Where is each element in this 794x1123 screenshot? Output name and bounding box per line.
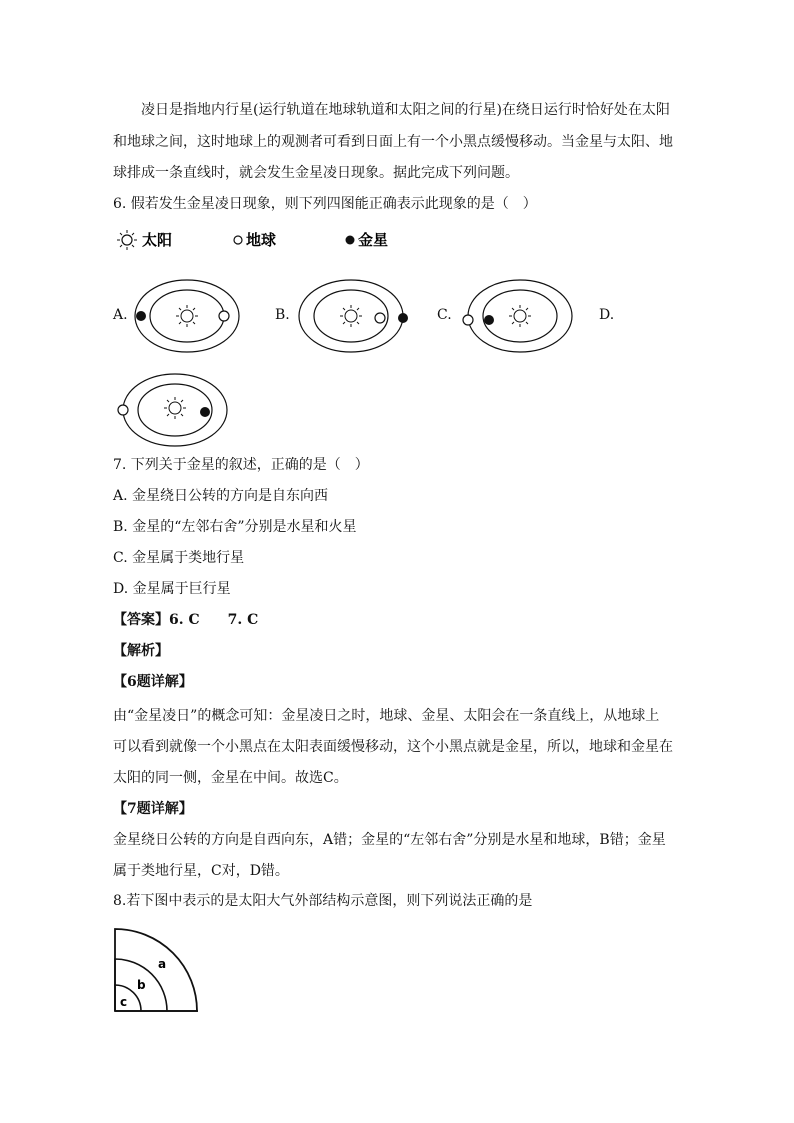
question-7-option-b: B. 金星的“左邻右舍”分别是水星和火星 [113, 519, 357, 535]
earth-icon [375, 313, 385, 323]
sun-icon [340, 305, 362, 327]
option-a-label: A. [113, 307, 128, 323]
layer-b-label: b [137, 978, 146, 992]
analysis-title: 【解析】 [113, 643, 169, 659]
venus-icon [398, 313, 408, 323]
question-6-detail-line-2: 可以看到就像一个小黑点在太阳表面缓慢移动，这个小黑点就是金星，所以，地球和金星在 [113, 739, 673, 755]
solar-atmosphere-diagram [110, 926, 214, 1018]
legend [113, 226, 413, 254]
sun-icon [509, 305, 531, 327]
earth-icon [234, 236, 242, 244]
earth-icon [463, 315, 473, 325]
legend-earth-label: 地球 [246, 231, 277, 249]
option-b-label: B. [275, 307, 290, 323]
orbit-diagram-c [460, 278, 576, 354]
venus-icon [484, 315, 494, 325]
question-6-detail-line-1: 由“金星凌日”的概念可知：金星凌日之时，地球、金星、太阳会在一条直线上，从地球上 [113, 708, 660, 724]
passage-line-1: 凌日是指地内行星(运行轨道在地球轨道和太阳之间的行星)在绕日运行时恰好处在太阳 [141, 102, 670, 118]
earth-icon [118, 405, 128, 415]
passage-line-2: 和地球之间，这时地球上的观测者可看到日面上有一个小黑点缓慢移动。当金星与太阳、地 [113, 134, 673, 150]
question-7-detail-line-1: 金星绕日公转的方向是自西向东，A错；金星的“左邻右舍”分别是水星和地球，B错；金星 [113, 832, 666, 848]
question-6-detail-title: 【6题详解】 [113, 674, 193, 690]
question-7-option-a: A. 金星绕日公转的方向是自东向西 [113, 488, 329, 504]
venus-icon [136, 311, 146, 321]
question-6-stem: 6. 假若发生金星凌日现象，则下列四图能正确表示此现象的是（ ） [113, 196, 537, 212]
question-7-option-c: C. 金星属于类地行星 [113, 550, 245, 566]
sun-icon [176, 305, 198, 327]
sun-icon [164, 397, 186, 419]
option-d-label: D. [599, 307, 615, 323]
orbit-diagram-b [296, 278, 408, 354]
sun-icon [117, 230, 137, 250]
answer: 【答案】6. C 7. C [113, 612, 259, 628]
orbit-diagram-a [132, 278, 242, 354]
question-7-option-d: D. 金星属于巨行星 [113, 581, 231, 597]
question-8-stem: 8.若下图中表示的是太阳大气外部结构示意图，则下列说法正确的是 [113, 893, 533, 909]
legend-sun-label: 太阳 [142, 231, 173, 249]
venus-icon [346, 236, 355, 245]
venus-icon [200, 407, 210, 417]
question-6-detail-line-3: 太阳的同一侧，金星在中间。故选C。 [113, 770, 348, 786]
passage-line-3: 球排成一条直线时，就会发生金星凌日现象。据此完成下列问题。 [113, 165, 519, 181]
question-7-detail-line-2: 属于类地行星，C对，D错。 [113, 863, 289, 879]
layer-a-label: a [158, 957, 167, 971]
legend-venus-label: 金星 [358, 231, 389, 249]
earth-icon [219, 311, 229, 321]
option-c-label: C. [437, 307, 452, 323]
layer-c-label: c [120, 995, 128, 1009]
question-7-stem: 7. 下列关于金星的叙述，正确的是（ ） [113, 457, 369, 473]
question-7-detail-title: 【7题详解】 [113, 801, 193, 817]
orbit-diagram-d [113, 372, 239, 448]
